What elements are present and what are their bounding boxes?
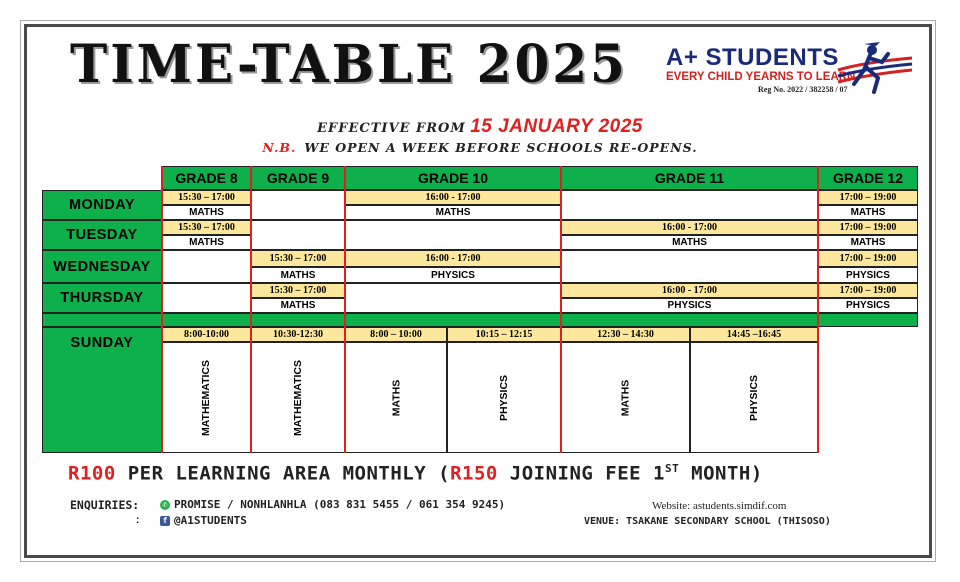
wednesday-g10-time: 16:00 - 17:00 (345, 250, 561, 267)
tuesday-g8-subject: MATHS (162, 235, 251, 250)
sunday-slot-4 (447, 342, 561, 453)
sunday-slot-2-subject: MATHEMATICS (292, 359, 304, 436)
thursday-g10-empty (345, 283, 561, 313)
social-line (160, 514, 247, 527)
venue-text: VENUE: TSAKANE SECONDARY SCHOOL (THISOSO) (584, 516, 831, 527)
enquiries-colon: : (136, 515, 140, 526)
monday-g12-subject: MATHS (818, 205, 918, 220)
day-sunday: SUNDAY (42, 327, 162, 453)
monday-g11-empty (561, 190, 818, 220)
sunday-slot-3-subject: MATHS (390, 379, 402, 416)
sunday-slot-2-time: 10:30-12:30 (251, 327, 345, 342)
logo-tagline: EVERY CHILD YEARNS TO LEARN (666, 71, 856, 83)
tuesday-g10-empty (345, 220, 561, 250)
day-thursday: THURSDAY (42, 283, 162, 313)
effective-date: 15 JANUARY 2025 (470, 116, 643, 137)
grade-11-header: GRADE 11 (561, 166, 818, 190)
nb-label: N.B. (262, 140, 297, 155)
tuesday-g11-subject: MATHS (561, 235, 818, 250)
thursday-g9-time: 15:30 – 17:00 (251, 283, 345, 298)
day-tuesday: TUESDAY (42, 220, 162, 250)
grade-divider (344, 166, 346, 453)
tuesday-g8-time: 15:30 – 17:00 (162, 220, 251, 235)
grade-divider (817, 166, 819, 453)
whatsapp-icon: ✆ (160, 500, 170, 510)
monday-g8-time: 15:30 – 17:00 (162, 190, 251, 205)
sunday-slot-6-time: 14:45 –16:45 (690, 327, 818, 342)
day-wednesday: WEDNESDAY (42, 250, 162, 283)
fee-superscript: ST (664, 462, 680, 475)
graduate-runner-icon (836, 40, 914, 96)
sunday-slot-1-time: 8:00-10:00 (162, 327, 251, 342)
fee-amount: R100 (68, 462, 116, 485)
joining-fee-text: JOINING FEE 1 (497, 462, 665, 485)
effective-line (0, 116, 960, 138)
grade-8-header: GRADE 8 (162, 166, 251, 190)
sunday-slot-2 (251, 342, 345, 453)
wednesday-g9-time: 15:30 – 17:00 (251, 250, 345, 267)
facebook-icon: f (160, 516, 170, 526)
grade-10-header: GRADE 10 (345, 166, 561, 190)
wednesday-g8-empty (162, 250, 251, 283)
wednesday-g12-subject: PHYSICS (818, 267, 918, 283)
sunday-slot-6-subject: PHYSICS (747, 374, 760, 421)
monday-g10-subject: MATHS (345, 205, 561, 220)
logo-name: A+ STUDENTS (666, 44, 839, 71)
sunday-slot-3 (345, 342, 447, 453)
monday-g8-subject: MATHS (162, 205, 251, 220)
grade-divider (161, 166, 163, 453)
fee-line (68, 462, 763, 484)
thursday-g12-subject: PHYSICS (818, 298, 918, 313)
wednesday-g9-subject: MATHS (251, 267, 345, 283)
tuesday-g12-time: 17:00 – 19:00 (818, 220, 918, 235)
monday-g10-time: 16:00 - 17:00 (345, 190, 561, 205)
sunday-slot-4-time: 10:15 – 12:15 (447, 327, 561, 342)
wednesday-g12-time: 17:00 – 19:00 (818, 250, 918, 267)
website-text: Website: astudents.simdif.com (652, 500, 787, 512)
grade-9-header: GRADE 9 (251, 166, 345, 190)
monday-g9-empty (251, 190, 345, 220)
thursday-g11-subject: PHYSICS (561, 298, 818, 313)
logo (664, 44, 914, 100)
monday-g12-time: 17:00 – 19:00 (818, 190, 918, 205)
grade-divider (250, 166, 252, 453)
thursday-g12-time: 17:00 – 19:00 (818, 283, 918, 298)
wednesday-g10-subject: PHYSICS (345, 267, 561, 283)
sunday-slot-1 (162, 342, 251, 453)
separator-bar (42, 313, 918, 327)
sunday-slot-4-subject: PHYSICS (497, 374, 510, 421)
fee-text-end: MONTH) (679, 462, 763, 485)
sunday-slot-5-time: 12:30 – 14:30 (561, 327, 690, 342)
joining-fee-amount: R150 (450, 462, 498, 485)
tuesday-g12-subject: MATHS (818, 235, 918, 250)
thursday-g11-time: 16:00 - 17:00 (561, 283, 818, 298)
contact-text: PROMISE / NONHLANHLA (083 831 5455 / 061 354 9245) (174, 498, 506, 511)
effective-label: EFFECTIVE FROM (317, 121, 466, 136)
wednesday-g11-empty (561, 250, 818, 283)
sunday-slot-6 (690, 342, 818, 453)
social-handle: @A1STUDENTS (174, 514, 247, 527)
sunday-slot-5-subject: MATHS (619, 379, 632, 416)
tuesday-g9-empty (251, 220, 345, 250)
tuesday-g11-time: 16:00 - 17:00 (561, 220, 818, 235)
thursday-g8-empty (162, 283, 251, 313)
contact-line (160, 498, 505, 511)
fee-text: PER LEARNING AREA MONTHLY ( (115, 462, 451, 485)
nb-text: WE OPEN A WEEK BEFORE SCHOOLS RE-OPENS. (304, 140, 698, 155)
day-monday: MONDAY (42, 190, 162, 220)
sunday-slot-3-time: 8:00 – 10:00 (345, 327, 447, 342)
page-title: TIME-TABLE 2025 (70, 32, 628, 95)
grade-12-header: GRADE 12 (818, 166, 918, 190)
logo-registration: Reg No. 2022 / 382258 / 07 (758, 85, 848, 94)
nb-line (0, 140, 960, 155)
sunday-slot-1-subject: MATHEMATICS (200, 359, 213, 436)
thursday-g9-subject: MATHS (251, 298, 345, 313)
sunday-slot-5 (561, 342, 690, 453)
enquiries-label: ENQUIRIES: (70, 498, 140, 512)
grade-divider (560, 166, 562, 453)
